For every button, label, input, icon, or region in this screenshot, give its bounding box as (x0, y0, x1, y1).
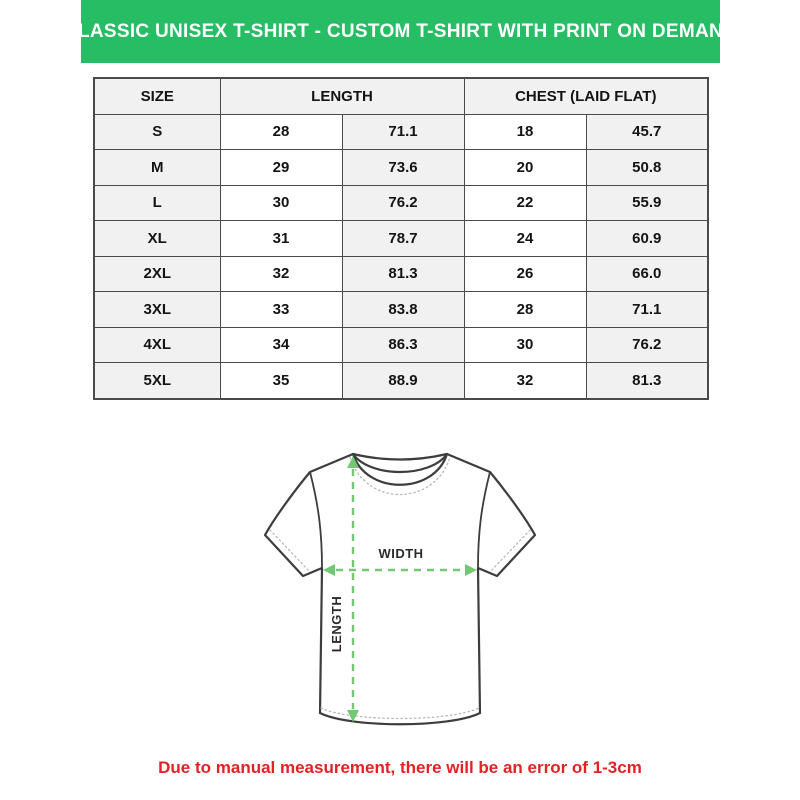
measurement-cell: 81.3 (342, 256, 464, 292)
title-banner (63, 0, 738, 63)
measurement-cell: 71.1 (342, 114, 464, 150)
measurement-cell: 55.9 (586, 185, 708, 221)
page-title: CLASSIC UNISEX T-SHIRT - CUSTOM T-SHIRT WITH PRINT ON DEMAND (63, 20, 738, 42)
measurement-cell: 30 (220, 185, 342, 221)
width-label: WIDTH (378, 546, 424, 561)
measurement-cell: 29 (220, 150, 342, 186)
measurement-cell: 28 (220, 114, 342, 150)
size-cell: M (94, 150, 220, 186)
table-row (94, 256, 708, 292)
table-row (94, 363, 708, 399)
measurement-cell: 24 (464, 221, 586, 257)
table-row (94, 185, 708, 221)
measurement-cell: 66.0 (586, 256, 708, 292)
measurement-cell: 34 (220, 327, 342, 363)
measurement-cell: 83.8 (342, 292, 464, 328)
measurement-cell: 60.9 (586, 221, 708, 257)
table-row (94, 292, 708, 328)
measurement-cell: 31 (220, 221, 342, 257)
table-row (94, 114, 708, 150)
header-length: LENGTH (220, 78, 464, 114)
size-cell: L (94, 185, 220, 221)
measurement-cell: 28 (464, 292, 586, 328)
table-header-row (94, 78, 708, 114)
measurement-cell: 33 (220, 292, 342, 328)
size-cell: 5XL (94, 363, 220, 399)
measurement-cell: 78.7 (342, 221, 464, 257)
size-cell: 4XL (94, 327, 220, 363)
size-cell: 2XL (94, 256, 220, 292)
tshirt-measurement-diagram (250, 442, 550, 752)
measurement-cell: 26 (464, 256, 586, 292)
header-chest: CHEST (LAID FLAT) (464, 78, 708, 114)
measurement-cell: 81.3 (586, 363, 708, 399)
header-size: SIZE (94, 78, 220, 114)
measurement-cell: 18 (464, 114, 586, 150)
measurement-cell: 86.3 (342, 327, 464, 363)
measurement-cell: 30 (464, 327, 586, 363)
table-row (94, 150, 708, 186)
measurement-error-note: Due to manual measurement, there will be an error of 1-3cm (158, 758, 642, 777)
table-row (94, 327, 708, 363)
size-cell: XL (94, 221, 220, 257)
measurement-cell: 76.2 (586, 327, 708, 363)
measurement-cell: 20 (464, 150, 586, 186)
measurement-cell: 71.1 (586, 292, 708, 328)
measurement-cell: 22 (464, 185, 586, 221)
size-cell: 3XL (94, 292, 220, 328)
size-chart-table (93, 77, 709, 400)
size-cell: S (94, 114, 220, 150)
measurement-cell: 76.2 (342, 185, 464, 221)
measurement-cell: 50.8 (586, 150, 708, 186)
table-row (94, 221, 708, 257)
length-label: LENGTH (329, 595, 344, 653)
measurement-cell: 88.9 (342, 363, 464, 399)
measurement-cell: 32 (220, 256, 342, 292)
measurement-cell: 45.7 (586, 114, 708, 150)
measurement-cell: 35 (220, 363, 342, 399)
measurement-cell: 32 (464, 363, 586, 399)
measurement-cell: 73.6 (342, 150, 464, 186)
